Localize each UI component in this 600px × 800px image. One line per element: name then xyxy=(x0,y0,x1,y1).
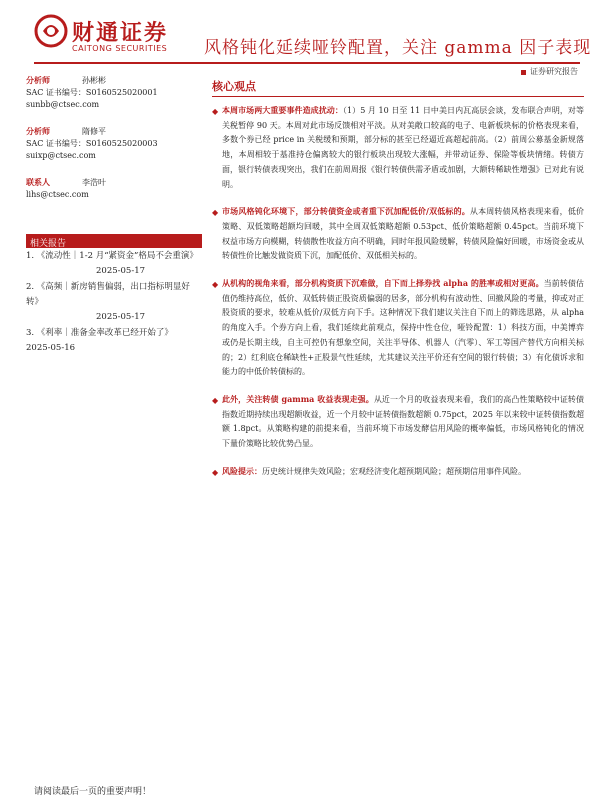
report-title: 风格钝化延续哑铃配置，关注 gamma 因子表现 xyxy=(204,38,592,58)
related-report-item[interactable] xyxy=(26,249,202,279)
report-type-label xyxy=(521,66,578,77)
related-report-title: 1. 《流动性｜1-2 月“紧资金”格局不会重演》 xyxy=(26,251,198,261)
paragraph-body: 从近一个月的收益表现来看，我们的高凸性策略较中证转债指数近期持续出现超额收益，近一个月较中证转债指数超额 0.75pct，2025 年以来较中证转债指数超额 1.8pct。从策略构建的前提来看，当前环境下市场发酵信用风险的概率偏低，市场风格钝化的情况下量价策略比较优势凸显。 xyxy=(222,394,584,449)
core-paragraph xyxy=(212,103,584,192)
analyst-email[interactable]: sunbb@ctsec.com xyxy=(26,100,100,109)
related-report-title: 2. 《高频｜新房销售偏弱，出口指标明显好转》 xyxy=(26,282,190,307)
square-marker-icon xyxy=(521,70,526,75)
diamond-bullet-icon: ◆ xyxy=(212,467,219,477)
related-report-date: 2025-05-17 xyxy=(96,266,146,276)
paragraph-body: 当前转债估值仍维持高位，低价、双低转债正股资质偏弱的居多，部分机构有波动性、回撤风险的考量，抑或对正股资质的要求，较难从低价/双低方向下手。这种情况下我们建议关注自下而上的筛选思路，从 alpha 的角度入手。个券方向上看，我们延续此前观点，保持中性仓位，哑铃配置：1）科技方面，中美博弈或仍是长期主线，自主可控仍有想象空间，关注半导体、机器人（汽零）、军工等国产替代方向相关标的；2）红利底仓稀缺性+正股景气性延续，尤其建议关注平价还有空间的银行转债；3）有化债诉求和能力的中低价转债标的。 xyxy=(222,279,584,377)
related-report-title: 3. 《利率｜准备金率改革已经开始了》 xyxy=(26,328,173,338)
disclaimer-notice: 请阅读最后一页的重要声明！ xyxy=(34,787,152,797)
paragraph-body: 历史统计规律失效风险；宏观经济变化超预期风险；超预期信用事件风险。 xyxy=(262,466,526,476)
logo-chinese-name: 财通证券 xyxy=(72,21,169,46)
diamond-bullet-icon: ◆ xyxy=(212,107,219,116)
related-reports-heading: 相关报告 xyxy=(26,234,202,248)
paragraph-lead: 风险提示： xyxy=(222,465,262,476)
paragraph-body: 从本周转债风格表现来看，低价策略、双低策略超额均回暖，其中全周双低策略超额 0.53pct、低价策略超额 0.45pct。当前环境下权益市场方向模糊，转债散性收益方向不明确，同时年报风险缓解，转债风险偏好回暖，市场资金或从转债性价比触发做资质下沉，加配低价、双低相关标的。 xyxy=(222,207,584,261)
logo-english-name: CAITONG SECURITIES xyxy=(72,44,168,53)
contact-email[interactable]: lihs@ctsec.com xyxy=(26,190,89,199)
paragraph-lead: 此外，关注转债 gamma 收益表现走强。 xyxy=(222,393,374,404)
core-paragraph xyxy=(212,464,584,480)
core-paragraph xyxy=(212,204,584,264)
core-paragraph xyxy=(212,276,584,380)
paragraph-lead: 本周市场两大重要事件造成扰动： xyxy=(222,105,343,115)
contact-block xyxy=(26,176,202,201)
analyst-block xyxy=(26,125,202,162)
report-type-text: 证券研究报告 xyxy=(530,67,578,76)
analyst-block xyxy=(26,74,202,111)
analyst-name: 隋修平 xyxy=(82,127,106,136)
core-paragraph xyxy=(212,392,584,452)
related-report-item[interactable] xyxy=(26,326,202,356)
related-report-item[interactable] xyxy=(26,280,202,325)
related-report-date: 2025-05-17 xyxy=(96,312,146,322)
paragraph-body: （1）5 月 10 日至 11 日中美日内瓦高层会谈，发布联合声明，对等关税暂停 90 天。本周对此市场反馈相对平淡。从对美敞口较高的电子、电新板块标的价格表现来看，多数个券已经 price in 关税缓和预期，部分标的甚至已经逼近高超起前高。（2）前周公募基金新规落地，本周相较于基准持仓偏离较大的银行板块出现较大涨幅，并带动证券、保险等板块情绪。转债方面，银行转债表现突出，我们在前周周报《银行转债供需矛盾或加剧，大额转稀缺性增强》已对此有说明。 xyxy=(222,106,584,189)
diamond-bullet-icon: ◆ xyxy=(212,280,219,290)
related-reports xyxy=(26,234,202,356)
diamond-bullet-icon: ◆ xyxy=(212,395,219,405)
paragraph-lead: 市场风格钝化环境下，部分转债资金或者重下沉加配低价/双低标的。 xyxy=(222,206,470,217)
analyst-role: 分析师 xyxy=(26,126,50,136)
caitong-logo-icon xyxy=(34,14,68,48)
diamond-bullet-icon: ◆ xyxy=(212,208,219,218)
analyst-cert: SAC 证书编号：S0160525020001 xyxy=(26,88,158,97)
contact-role: 联系人 xyxy=(26,177,50,187)
company-logo xyxy=(34,14,194,60)
paragraph-lead: 从机构的视角来看，部分机构资质下沉难做，自下而上择券找 alpha 的胜率或相对更高。 xyxy=(222,278,544,289)
report-header xyxy=(0,0,600,76)
analyst-email[interactable]: suixp@ctsec.com xyxy=(26,151,96,160)
related-report-date: 2025-05-16 xyxy=(26,343,76,353)
analyst-role: 分析师 xyxy=(26,75,50,85)
analyst-panel xyxy=(26,74,202,215)
header-divider xyxy=(34,62,580,64)
analyst-name: 孙彬彬 xyxy=(82,76,106,85)
contact-name: 李浩叶 xyxy=(82,178,106,187)
core-views-heading: 核心观点 xyxy=(212,78,584,97)
analyst-cert: SAC 证书编号：S0160525020003 xyxy=(26,139,158,148)
core-views xyxy=(212,78,584,491)
